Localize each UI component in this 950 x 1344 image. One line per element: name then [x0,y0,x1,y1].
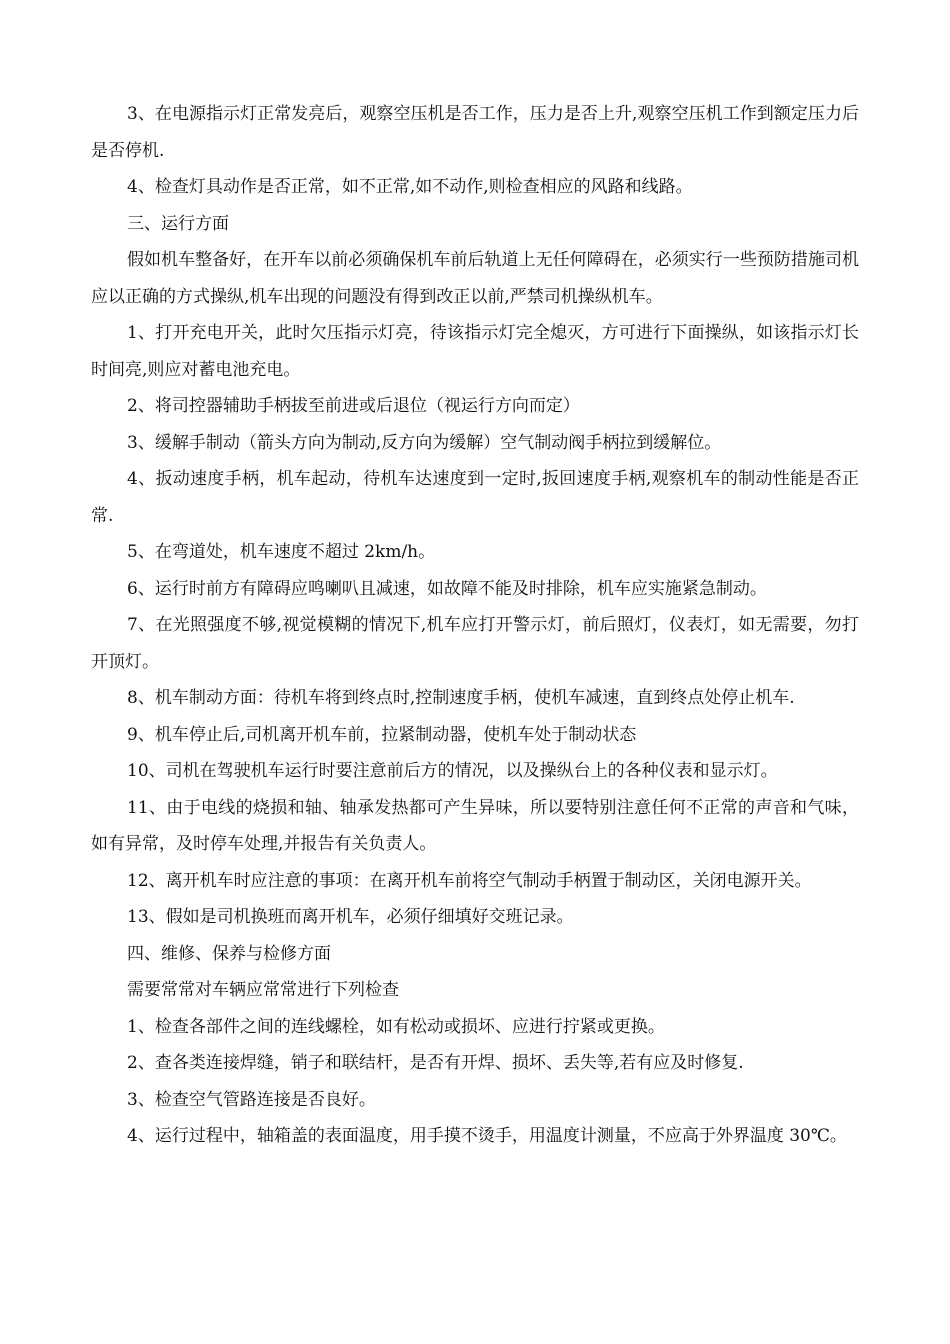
paragraph-9: 6、运行时前方有障碍应鸣喇叭且减速，如故障不能及时排除，机车应实施紧急制动。 [127,578,767,599]
paragraph-12: 9、机车停止后,司机离开机车前，拉紧制动器，使机车处于制动状态 [127,724,637,745]
paragraph-15: 12、离开机车时应注意的事项：在离开机车前将空气制动手柄置于制动区，关闭电源开关。 [127,870,812,891]
paragraph-13: 10、司机在驾驶机车运行时要注意前后方的情况，以及操纵台上的各种仪表和显示灯。 [127,761,778,781]
paragraph-2: 4、检查灯具动作是否正常，如不正常,如不动作,则检查相应的风路和线路。 [127,177,693,197]
paragraph-5: 2、将司控器辅助手柄拔至前进或后退位（视运行方向而定） [127,396,580,416]
paragraph-7: 4、扳动速度手柄，机车起动，待机车达速度到一定时,扳回速度手柄,观察机车的制动性能是否正常. [91,469,859,526]
paragraph-20: 3、检查空气管路连接是否良好。 [127,1089,376,1110]
paragraph-10: 7、在光照强度不够,视觉模糊的情况下,机车应打开警示灯，前后照灯，仪表灯，如无需要，勿打开顶灯。 [91,615,859,672]
paragraph-18: 1、检查各部件之间的连线螺栓，如有松动或损坏、应进行拧紧或更换。 [127,1016,665,1037]
section-heading-maintenance: 四、维修、保养与检修方面 [127,943,331,964]
paragraph-16: 13、假如是司机换班而离开机车，必须仔细填好交班记录。 [127,907,574,927]
paragraph-21: 4、运行过程中，轴箱盖的表面温度，用手摸不烫手，用温度计测量，不应高于外界温度 30℃。 [127,1126,847,1146]
paragraph-3: 假如机车整备好，在开车以前必须确保机车前后轨道上无任何障碍在，必须实行一些预防措施司机应以正确的方式操纵,机车出现的问题没有得到改正以前,严禁司机操纵机车。 [91,250,859,307]
paragraph-6: 3、缓解手制动（箭头方向为制动,反方向为缓解）空气制动阀手柄拉到缓解位。 [127,432,722,453]
paragraph-1: 3、在电源指示灯正常发亮后，观察空压机是否工作，压力是否上升,观察空压机工作到额定压力后是否停机. [91,104,859,161]
paragraph-11: 8、机车制动方面：待机车将到终点时,控制速度手柄，使机车减速，直到终点处停止机车. [127,688,795,708]
paragraph-8: 5、在弯道处，机车速度不超过 2km/h。 [127,542,436,562]
paragraph-17: 需要常常对车辆应常常进行下列检查 [127,980,399,1000]
paragraph-19: 2、查各类连接焊缝，销子和联结杆，是否有开焊、损坏、丢失等,若有应及时修复. [127,1053,744,1073]
document-page [91,96,859,1155]
paragraph-4: 1、打开充电开关，此时欠压指示灯亮，待该指示灯完全熄灭，方可进行下面操纵，如该指示灯长时间亮,则应对蓄电池充电。 [91,323,859,380]
section-heading-operation: 三、运行方面 [127,213,229,234]
paragraph-14: 11、由于电线的烧损和轴、轴承发热都可产生异味，所以要特别注意任何不正常的声音和气味，如有异常，及时停车处理,并报告有关负责人。 [91,797,859,854]
